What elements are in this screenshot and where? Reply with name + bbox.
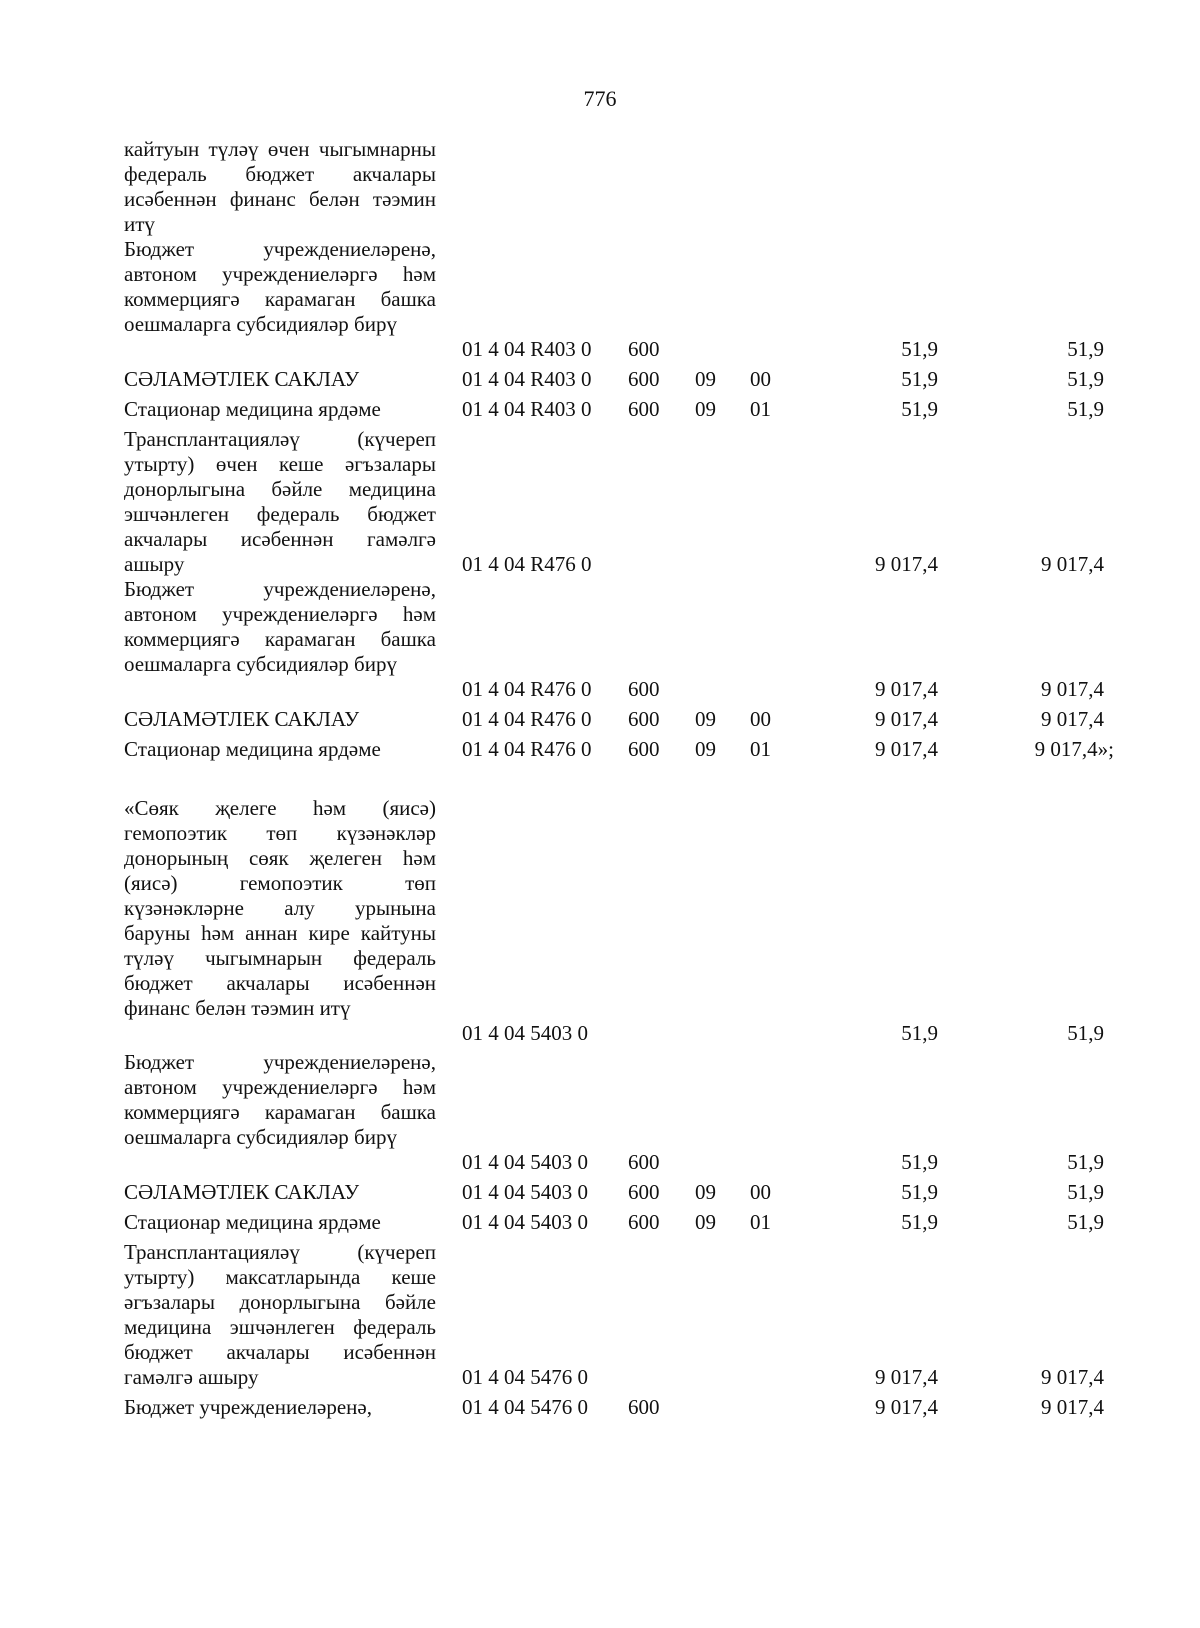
amount-year-1: 9 017,4 (875, 737, 938, 761)
section-code: 09 (695, 1210, 716, 1234)
section-code: 09 (695, 737, 716, 761)
section-code: 09 (695, 707, 716, 731)
amount-year-2: 51,9 (1067, 337, 1104, 361)
section-code: 09 (695, 367, 716, 391)
amount-year-1: 9 017,4 (875, 1365, 938, 1389)
expense-type: 600 (628, 1395, 660, 1419)
amount-year-1: 51,9 (901, 1150, 938, 1174)
expense-type: 600 (628, 1180, 660, 1204)
target-article-code: 01 4 04 5476 0 (462, 1395, 588, 1419)
expense-type: 600 (628, 1210, 660, 1234)
section-code: 09 (695, 397, 716, 421)
expense-type: 600 (628, 337, 660, 361)
subsection-code: 01 (750, 397, 771, 421)
row-description: Стационар медицина ярдәме (124, 1210, 381, 1234)
target-article-code: 01 4 04 R476 0 (462, 677, 592, 701)
target-article-code: 01 4 04 R476 0 (462, 707, 592, 731)
row-description: кайтуын түләү өчен чыгымнарны федераль бюджет акчалары исәбеннән финанс белән тәэмин итү (124, 137, 436, 236)
target-article-code: 01 4 04 R403 0 (462, 397, 592, 421)
target-article-code: 01 4 04 R476 0 (462, 552, 592, 576)
row-description: Бюджет учреждениеләренә, (124, 1395, 372, 1419)
amount-year-1: 9 017,4 (875, 1395, 938, 1419)
amount-year-2: 51,9 (1067, 397, 1104, 421)
amount-year-2: 9 017,4 (1041, 1395, 1104, 1419)
amount-year-2: 9 017,4 (1041, 1365, 1104, 1389)
subsection-code: 01 (750, 1210, 771, 1234)
row-description: СӘЛАМӘТЛЕК САКЛАУ (124, 367, 360, 391)
section-code: 09 (695, 1180, 716, 1204)
expense-type: 600 (628, 677, 660, 701)
target-article-code: 01 4 04 5476 0 (462, 1365, 588, 1389)
row-description: Стационар медицина ярдәме (124, 737, 381, 761)
target-article-code: 01 4 04 5403 0 (462, 1021, 588, 1045)
row-description: «Сөяк җелеге һәм (яисә) гемопоэтик төп күзәнәкләр донорының сөяк җелеген һәм (яисә) гемопоэтик төп күзәнәкләрне алу урынына баруны һәм аннан кире кайтуны түләү чыгымнарын федераль бюджет акчалары исәбеннән финанс белән тәэмин итү (124, 796, 436, 1020)
amount-year-2: 51,9 (1067, 1021, 1104, 1045)
target-article-code: 01 4 04 R476 0 (462, 737, 592, 761)
amount-year-1: 51,9 (901, 1210, 938, 1234)
amount-year-1: 51,9 (901, 1180, 938, 1204)
subsection-code: 00 (750, 367, 771, 391)
amount-year-2: 9 017,4 (1041, 707, 1104, 731)
target-article-code: 01 4 04 R403 0 (462, 337, 592, 361)
page-number: 776 (583, 86, 617, 111)
amount-year-1: 51,9 (901, 367, 938, 391)
expense-type: 600 (628, 737, 660, 761)
row-description: СӘЛАМӘТЛЕК САКЛАУ (124, 1180, 360, 1204)
subsection-code: 00 (750, 707, 771, 731)
subsection-code: 01 (750, 737, 771, 761)
target-article-code: 01 4 04 5403 0 (462, 1150, 588, 1174)
expense-type: 600 (628, 367, 660, 391)
amount-year-1: 9 017,4 (875, 707, 938, 731)
row-description: Бюджет учреждениеләренә, автоном учреждениеләргә һәм коммерциягә карамаган башка оешмаларга субсидияләр бирү (124, 1050, 436, 1149)
subsection-code: 00 (750, 1180, 771, 1204)
row-description: Трансплантацияләү (күчереп утырту) өчен кеше әгъзалары донорлыгына бәйле медицина эшчәнлеген федераль бюджет акчалары исәбеннән гамәлгә ашыру (124, 427, 436, 576)
amount-year-1: 51,9 (901, 397, 938, 421)
expense-type: 600 (628, 397, 660, 421)
expense-type: 600 (628, 1150, 660, 1174)
amount-year-1: 51,9 (901, 337, 938, 361)
row-description: Стационар медицина ярдәме (124, 397, 381, 421)
row-description: Бюджет учреждениеләренә, автоном учреждениеләргә һәм коммерциягә карамаган башка оешмаларга субсидияләр бирү (124, 577, 436, 676)
amount-year-2: 9 017,4 (1041, 552, 1104, 576)
amount-year-1: 51,9 (901, 1021, 938, 1045)
row-description: СӘЛАМӘТЛЕК САКЛАУ (124, 707, 360, 731)
amount-year-2: 51,9 (1067, 367, 1104, 391)
target-article-code: 01 4 04 5403 0 (462, 1180, 588, 1204)
target-article-code: 01 4 04 R403 0 (462, 367, 592, 391)
amount-year-2: 9 017,4 (1041, 677, 1104, 701)
target-article-code: 01 4 04 5403 0 (462, 1210, 588, 1234)
amount-year-1: 9 017,4 (875, 552, 938, 576)
expense-type: 600 (628, 707, 660, 731)
amount-year-2: 51,9 (1067, 1150, 1104, 1174)
row-description: Бюджет учреждениеләренә, автоном учреждениеләргә һәм коммерциягә карамаган башка оешмаларга субсидияләр бирү (124, 237, 436, 336)
amount-year-1: 9 017,4 (875, 677, 938, 701)
amount-year-2: 51,9 (1067, 1180, 1104, 1204)
amount-year-2: 51,9 (1067, 1210, 1104, 1234)
row-description: Трансплантацияләү (күчереп утырту) максатларында кеше әгъзалары донорлыгына бәйле медицина эшчәнлеген федераль бюджет акчалары исәбеннән гамәлгә ашыру (124, 1240, 436, 1389)
amount-year-2: 9 017,4»; (1034, 737, 1114, 761)
